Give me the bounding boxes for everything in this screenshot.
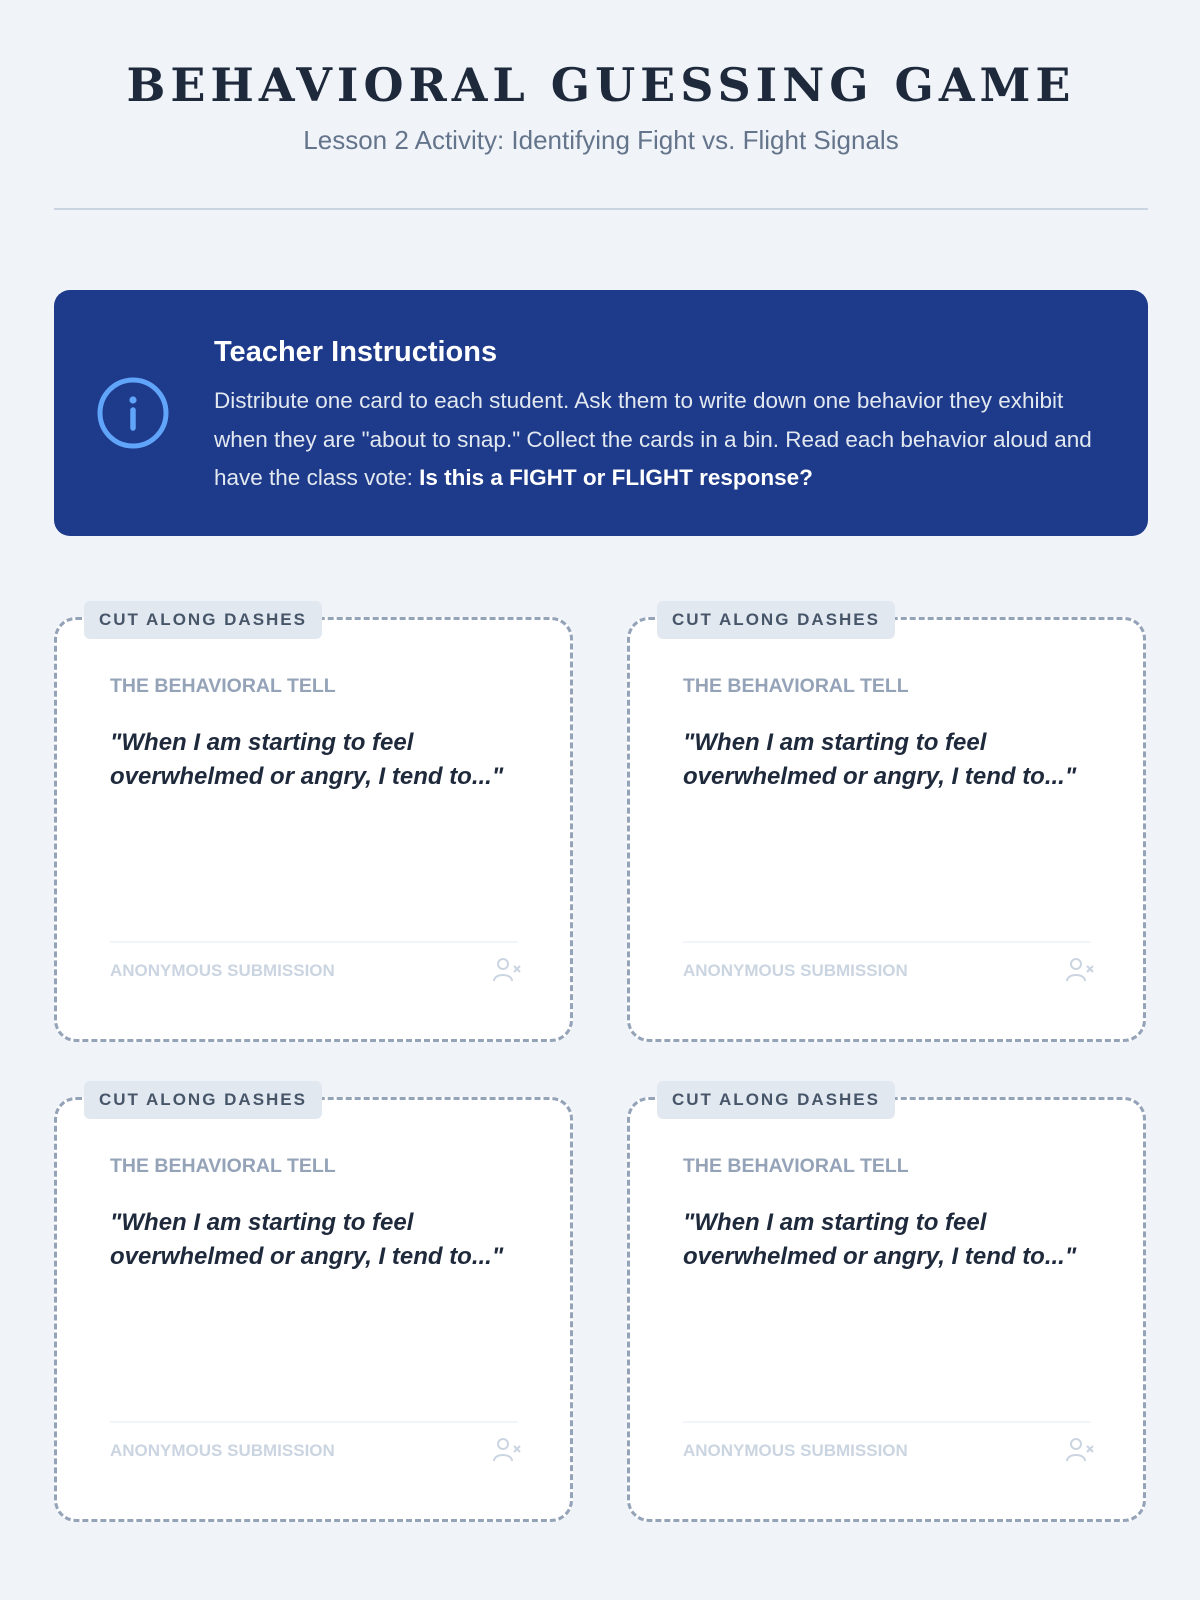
card-prompt: "When I am starting to feel overwhelmed or angry, I tend to..." xyxy=(683,1209,1077,1270)
teacher-instructions-box xyxy=(54,290,1148,536)
anonymous-submission-label: ANONYMOUS SUBMISSION xyxy=(110,961,335,980)
user-x-icon xyxy=(1066,957,1094,983)
instructions-body xyxy=(214,382,1114,498)
instructions-content xyxy=(214,334,1114,498)
header-divider xyxy=(54,208,1148,210)
cut-along-dashes-tab: CUT ALONG DASHES xyxy=(657,601,895,639)
behavior-card-4 xyxy=(627,1090,1146,1522)
anonymous-submission-label: ANONYMOUS SUBMISSION xyxy=(683,1441,908,1460)
user-x-icon xyxy=(493,1437,521,1463)
cut-along-dashes-tab: CUT ALONG DASHES xyxy=(84,601,322,639)
anonymous-submission-label: ANONYMOUS SUBMISSION xyxy=(683,961,908,980)
card-prompt: "When I am starting to feel overwhelmed or angry, I tend to..." xyxy=(110,1209,504,1270)
writing-line xyxy=(110,941,518,943)
writing-line xyxy=(683,1421,1091,1423)
card-label: THE BEHAVIORAL TELL xyxy=(683,675,909,697)
behavior-card-3 xyxy=(54,1090,573,1522)
cut-along-dashes-tab: CUT ALONG DASHES xyxy=(657,1081,895,1119)
instructions-title: Teacher Instructions xyxy=(214,336,498,368)
card-prompt: "When I am starting to feel overwhelmed or angry, I tend to..." xyxy=(683,729,1077,790)
card-label: THE BEHAVIORAL TELL xyxy=(110,675,336,697)
behavior-card-2 xyxy=(627,610,1146,1042)
page-header xyxy=(54,0,1148,156)
card-label: THE BEHAVIORAL TELL xyxy=(683,1155,909,1177)
user-x-icon xyxy=(1066,1437,1094,1463)
card-prompt: "When I am starting to feel overwhelmed or angry, I tend to..." xyxy=(110,729,504,790)
writing-line xyxy=(110,1421,518,1423)
cut-along-dashes-tab: CUT ALONG DASHES xyxy=(84,1081,322,1119)
page-title: BEHAVIORAL GUESSING GAME xyxy=(126,58,1076,112)
user-x-icon xyxy=(493,957,521,983)
anonymous-submission-label: ANONYMOUS SUBMISSION xyxy=(110,1441,335,1460)
behavior-card-1 xyxy=(54,610,573,1042)
page-subtitle: Lesson 2 Activity: Identifying Fight vs. Flight Signals xyxy=(303,125,899,155)
card-label: THE BEHAVIORAL TELL xyxy=(110,1155,336,1177)
info-icon xyxy=(96,376,170,450)
instructions-text: Distribute one card to each student. Ask them to write down one behavior they exhibit when they are "about to snap." Collect the cards in a bin. Read each behavior aloud and have the class vote: xyxy=(214,388,1092,490)
writing-line xyxy=(683,941,1091,943)
instructions-emphasis: Is this a FIGHT or FLIGHT response? xyxy=(419,465,813,490)
